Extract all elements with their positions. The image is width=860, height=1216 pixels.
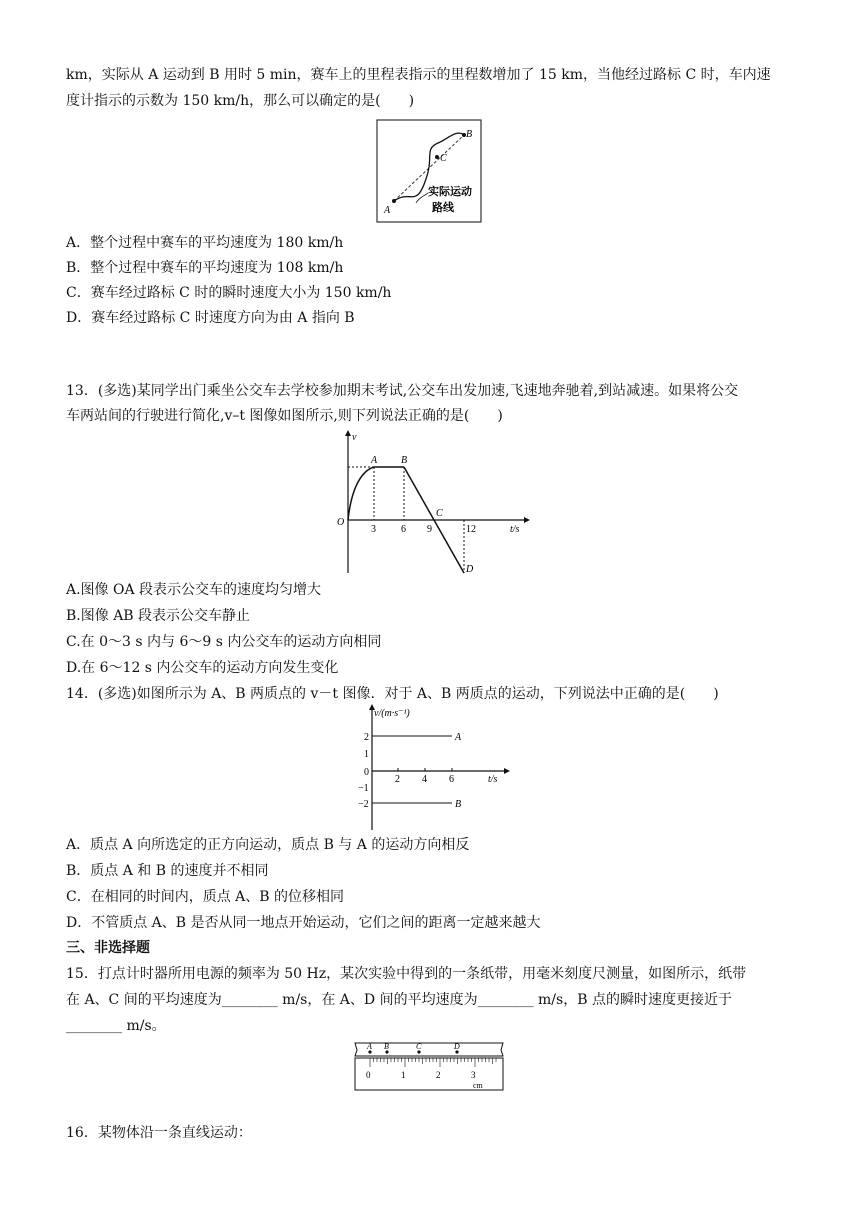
q14-ytick-2: 2 bbox=[364, 732, 369, 743]
q16-text-line1: 16．某物体沿一条直线运动： bbox=[66, 1125, 252, 1141]
q13-text-line1: 13．(多选)某同学出门乘坐公交车去学校参加期末考试,公交车出发加速,飞速地奔驰着,到站减速。如果将公交 bbox=[66, 383, 739, 399]
q12-option-b: B．整个过程中赛车的平均速度为 108 km/h bbox=[66, 260, 344, 276]
q13-option-a: A.图像 OA 段表示公交车的速度均匀增大 bbox=[66, 582, 322, 598]
q13-tick-6: 6 bbox=[401, 524, 406, 535]
q15-ruler-tick-3: 3 bbox=[471, 1070, 476, 1080]
q12-route-figure bbox=[376, 119, 482, 223]
q13-tick-3: 3 bbox=[371, 524, 376, 535]
q15-ruler-tick-2: 2 bbox=[436, 1070, 441, 1080]
q14-ytick-1: 1 bbox=[364, 749, 369, 760]
q12-label-B: B bbox=[466, 129, 473, 140]
q14-vt-graph bbox=[354, 702, 514, 832]
q15-point-B: B bbox=[384, 1042, 389, 1051]
q15-tape-ruler-figure bbox=[353, 1040, 507, 1092]
q12-caption-1: 实际运动 bbox=[428, 186, 472, 198]
q15-ruler-tick-1: 1 bbox=[401, 1070, 406, 1080]
q13-text-line2: 车两站间的行驶进行简化,v–t 图像如图所示,则下列说法正确的是( ) bbox=[66, 408, 503, 424]
q12-option-d: D．赛车经过路标 C 时速度方向为由 A 指向 B bbox=[66, 310, 355, 326]
q14-option-a: A．质点 A 向所选定的正方向运动，质点 B 与 A 的运动方向相反 bbox=[66, 837, 470, 853]
q15-point-D: D bbox=[454, 1042, 460, 1051]
q15-ruler-tick-0: 0 bbox=[366, 1070, 371, 1080]
q12-caption-2: 路线 bbox=[432, 202, 454, 214]
q15-point-C: C bbox=[416, 1042, 422, 1051]
q15-ruler-unit: cm bbox=[473, 1081, 483, 1090]
q12-option-c: C．赛车经过路标 C 时的瞬时速度大小为 150 km/h bbox=[66, 285, 392, 301]
q15-point-A: A bbox=[367, 1042, 372, 1051]
q13-point-C: C bbox=[436, 508, 443, 519]
q14-ytick-m1: −1 bbox=[358, 783, 369, 794]
q14-line-B: B bbox=[455, 799, 462, 810]
q14-option-d: D．不管质点 A、B 是否从同一地点开始运动，它们之间的距离一定越来越大 bbox=[66, 915, 541, 931]
q12-label-A: A bbox=[384, 205, 391, 216]
q13-origin-label: O bbox=[337, 517, 345, 528]
q14-option-b: B．质点 A 和 B 的速度并不相同 bbox=[66, 863, 269, 879]
section-heading-3: 三、非选择题 bbox=[66, 940, 150, 956]
q13-xaxis-label: t/s bbox=[510, 524, 520, 535]
q14-ytick-m2: −2 bbox=[358, 799, 369, 810]
q13-point-A: A bbox=[371, 455, 378, 466]
q14-text-line1: 14．(多选)如图所示为 A、B 两质点的 v－t 图像．对于 A、B 两质点的运动，下列说法中正确的是( ) bbox=[66, 686, 719, 702]
q13-point-B: B bbox=[401, 455, 408, 466]
q14-yaxis-label: v/(m·s⁻¹) bbox=[374, 708, 410, 719]
q12-option-a: A．整个过程中赛车的平均速度为 180 km/h bbox=[66, 235, 344, 251]
q12-label-C: C bbox=[440, 153, 447, 164]
q14-line-A: A bbox=[455, 732, 462, 743]
q12-text-line1: km，实际从 A 运动到 B 用时 5 min，赛车上的里程表指示的里程数增加了 15 km，当他经过路标 C 时，车内速 bbox=[66, 67, 771, 83]
q14-option-c: C．在相同的时间内，质点 A、B 的位移相同 bbox=[66, 889, 345, 905]
q13-tick-12: 12 bbox=[466, 524, 476, 535]
q13-option-d: D.在 6～12 s 内公交车的运动方向发生变化 bbox=[66, 660, 339, 676]
q13-vt-graph bbox=[334, 428, 534, 578]
q13-option-b: B.图像 AB 段表示公交车静止 bbox=[66, 608, 251, 624]
q13-point-D: D bbox=[466, 564, 474, 575]
q14-xtick-2: 2 bbox=[395, 774, 400, 785]
q15-text-line3: ________ m/s。 bbox=[66, 1018, 166, 1034]
q14-xaxis-label: t/s bbox=[488, 774, 498, 785]
q14-xtick-6: 6 bbox=[449, 774, 454, 785]
q13-yaxis-label: v bbox=[352, 432, 357, 443]
q15-text-line2: 在 A、C 间的平均速度为________ m/s，在 A、D 间的平均速度为________ m/s，B 点的瞬时速度更接近于 bbox=[66, 992, 732, 1008]
q13-tick-9: 9 bbox=[427, 524, 432, 535]
q13-option-c: C.在 0～3 s 内与 6～9 s 内公交车的运动方向相同 bbox=[66, 634, 382, 650]
q12-text-line2: 度计指示的示数为 150 km/h，那么可以确定的是( ) bbox=[66, 93, 415, 109]
q15-text-line1: 15．打点计时器所用电源的频率为 50 Hz，某次实验中得到的一条纸带，用毫米刻度尺测量，如图所示，纸带 bbox=[66, 966, 747, 982]
q14-xtick-4: 4 bbox=[422, 774, 427, 785]
q14-ytick-0: 0 bbox=[364, 767, 369, 778]
